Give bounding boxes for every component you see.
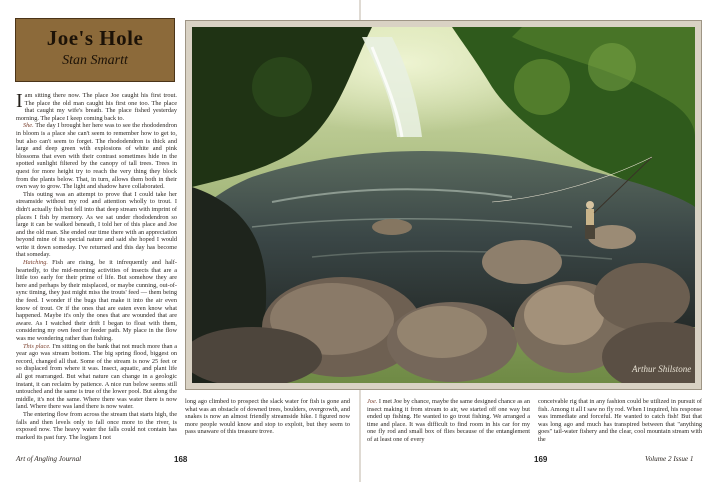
article-author: Stan Smartt [62,53,128,68]
paragraph: Iam sitting there now. The place Joe caught his first trout. The place the old man caught his first one too. The place that caught my wife's breath. The place fished yesterday morning. The place I keep coming back to. [16,92,177,122]
page-number-right: 169 [534,455,548,464]
paragraph: This place. I'm sitting on the bank that not much more than a year ago was stream bottom. The big spring flood, biggest on record, changed all that. Some of the stream is now 25 feet or so displaced from where it was. Insect, aquatic, and plant life all got rearranged. But what nature can change in a geologic instant, it can reclaim by patience. A nice run below seems still untouched and the same is true of the lower pool. But along the middle, it's not the same. Where there was water there is now land. Where there was land there is now water. [16,342,177,411]
paragraph: long ago climbed to prospect the slack water for fish is gone and what was an obstacle of downed trees, boulders, overgrowth, and snakes is now an almost friendly streamside hike. I figured now more people would know and stop to exploit, but they seem to pass unaware of this treasure trove. [185,398,350,436]
text-column-1 [16,92,177,448]
footer-journal-name: Art of Angling Journal [16,455,82,463]
paragraph: Hatching. Fish are rising, be it infrequently and half-heartedly, to the mid-morning activities of insects that are a little too early for their prime of life. But somehow they are here and perhaps by their misplaced, or maybe cunning, out-of-sync timing, they just might miss the trouts' feed — them being the feed. I wonder if the bugs that make it into the air even know of trout. Or if the ones that are eaten even know what happened. Maybe it's only the ones that are wounded that are aware. As I watched their drift I began to float with them, considering my own feed or feeder path. My place in the flow was me wondering rather than fishing. [16,259,177,342]
text-column-3 [367,398,530,448]
section-lead: Joe. [367,398,378,405]
article-title: Joe's Hole [46,26,144,50]
section-lead: This place. [23,342,51,350]
text-column-2 [185,398,350,448]
paragraph: Joe. I met Joe by chance, maybe the same designed chance as an insect making it from stream to air, we started off one way but ended up fishing. He wanted to go trout fishing. We arranged a time and place. It was difficult to find room in his car for my one fly rod and small box of flies because of the entanglement of at least one of every [367,398,530,443]
section-lead: Hatching. [23,259,49,267]
paragraph: conceivable rig that in any fashion could be utilized in pursuit of fish. Among it all I saw no fly rod. When I inquired, his response was immediate and forceful. He wanted to catch fish! But that was long ago and much has transpired between that "anything goes" tail-water fishery and the clear, cool mountain stream with the [538,398,702,443]
paragraph: This outing was an attempt to prove that I could take her streamside without my rod and attention wholly to trout. I didn't actually fish but fell into that deep stream with imprint of places I fish by memory. As we sat under rhododendron so large it can be walked beneath, I told her of this place and Joe and the old man. She ended our time there with an appreciation beyond mine of its special nature and said she hoped I would write it down someday. I've returned and this day has become that someday. [16,190,177,259]
section-lead: She. [23,122,34,130]
paragraph: She. The day I brought her here was to see the rhododendron in bloom is a place she can't seem to remember how to get to, but also can't seem to forget. The rhododendron is thick and large and deep green with explosions of white and pink blossoms that even with their contrast sometimes hide in the spotted sunlight filtered by the canopy of tall trees. Trees in quest for more height try to reach the very thing they block from the plants below. That, in turn, allows them both in their own way to grow. The light and shadow have collaborated. [16,122,177,191]
page-number-left: 168 [174,455,188,464]
article-title-box [15,18,175,82]
painting-frame [185,20,702,390]
drop-cap: I [16,92,23,112]
text-column-4 [538,398,702,448]
painting-signature: Arthur Shilstone [632,364,692,374]
footer-issue: Volume 2 Issue 1 [645,455,694,463]
paragraph: The entering flow from across the stream that starts high, the falls and then levels only to fall once more to the river, is exposed now. The heavy water the falls could not contain has marked its past fury. The logjam I not [16,410,177,441]
fly-fishing-painting [192,27,695,383]
